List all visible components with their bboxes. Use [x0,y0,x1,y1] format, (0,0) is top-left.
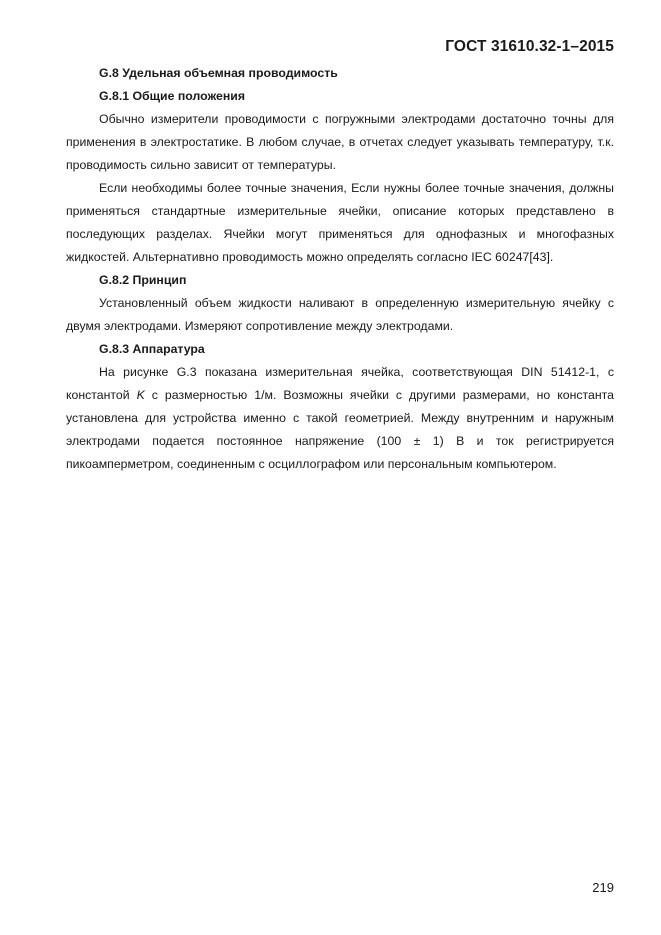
document-code: ГОСТ 31610.32-1–2015 [445,38,614,55]
cell-constant-symbol: K [136,388,145,402]
section-heading-g8: G.8 Удельная объемная проводимость [99,66,338,80]
paragraph-general-1: Обычно измерители проводимости с погружными электродами достаточно точны для применения в электростатике. В любом случае, в отчетах следует указывать температуру, т.к. проводимость сильно зависит от температуры. [66,112,614,172]
section-heading-g8-3: G.8.3 Аппаратура [99,342,205,356]
section-heading-g8-2: G.8.2 Принцип [99,273,187,287]
paragraph-general-2: Если необходимы более точные значения, Если нужны более точные значения, должны применяться стандартные измерительные ячейки, описание которых представлено в последующих разделах. Ячейки могут применяться для однофазных и многофазных жидкостей. Альтернативно проводимость можно определять согласно IEC 60247[43]. [66,181,614,264]
paragraph-principle: Установленный объем жидкости наливают в определенную измерительную ячейку с двумя электродами. Измеряют сопротивление между электродами. [66,296,614,333]
paragraph-apparatus-part-1: На рисунке G.3 показана измерительная ячейка, соответствующая DIN 51412-1, с константой [66,365,614,402]
paragraph-apparatus-part-2: с размерностью 1/м. Возможны ячейки с другими размерами, но константа установлена для устройства именно с такой геометрией. Между внутренним и наружным электродами подается постоянное напряжение (100 ± 1) В и ток регистрируется пикоамперметром, соединенным с осциллографом или персональным компьютером. [66,388,614,471]
section-heading-g8-1: G.8.1 Общие положения [99,89,246,103]
page-number: 219 [592,880,614,895]
document-body [66,62,614,476]
paragraph-apparatus [66,361,614,476]
